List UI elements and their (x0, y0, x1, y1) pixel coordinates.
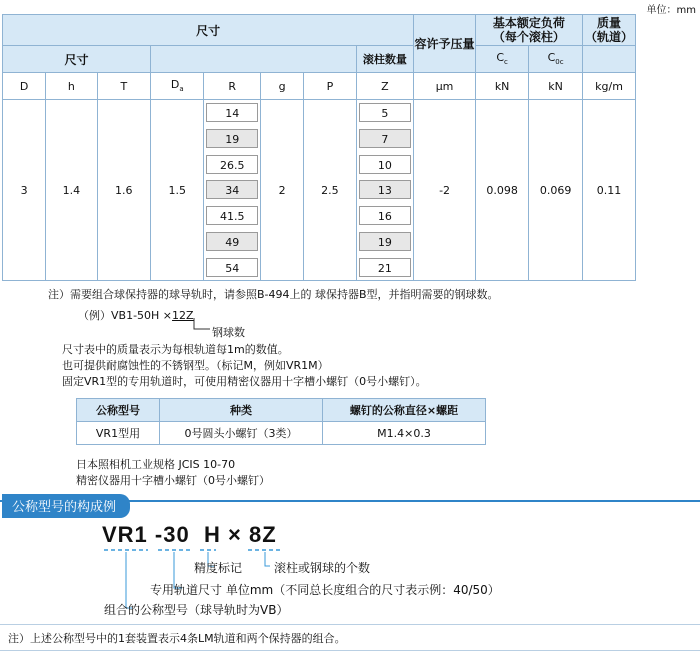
example-line: （例）VB1-50H ×12Z (78, 309, 194, 322)
screw-model: VR1型用 (77, 422, 160, 445)
unit-c0c: kN (529, 73, 582, 100)
value-D: 3 (3, 100, 46, 281)
value-cc: 0.098 (475, 100, 528, 281)
z-value: 13 (359, 180, 411, 199)
value-preload: -2 (414, 100, 476, 281)
col-D: D (3, 73, 46, 100)
unit-preload: μm (414, 73, 476, 100)
pn-vr1: VR1 (102, 522, 148, 547)
unit-cc: kN (475, 73, 528, 100)
pn-count: 8Z (248, 522, 277, 547)
header-mass: 质量 （轨道） (582, 15, 635, 46)
header-cc: $C_c$ (475, 46, 528, 73)
value-R-list (204, 100, 261, 281)
value-P: 2.5 (304, 100, 356, 281)
r-value: 54 (206, 258, 258, 277)
r-value: 19 (206, 129, 258, 148)
label-precision: 精度标记 (194, 561, 243, 575)
header-load-rating: 基本额定负荷 （每个滚柱） (475, 15, 582, 46)
example-label: 钢球数 (212, 326, 245, 339)
z-value: 10 (359, 155, 411, 174)
value-h: 1.4 (46, 100, 97, 281)
note-mass: 尺寸表中的质量表示为每根轨道每1m的数值。 (62, 343, 289, 356)
note-ball-cage: 注）需要组合球保持器的球导轨时，请参照B-494上的 球保持器B型，并指明需要的钢球数。 (48, 288, 499, 301)
col-T: T (97, 73, 150, 100)
standard-screw: 精密仪器用十字槽小螺钉（0号小螺钉） (76, 474, 270, 487)
z-value: 19 (359, 232, 411, 251)
col-R: R (204, 73, 261, 100)
r-value: 34 (206, 180, 258, 199)
col-g: g (261, 73, 304, 100)
col-P: P (304, 73, 356, 100)
header-sub-dimensions: 尺寸 (3, 46, 151, 73)
header-blank (151, 46, 357, 73)
value-c0c: 0.069 (529, 100, 582, 281)
value-Da: 1.5 (151, 100, 204, 281)
example-z: 12Z (172, 309, 194, 322)
note-screw: 固定VR1型的专用轨道时，可使用精密仪器用十字槽小螺钉（0号小螺钉）。 (62, 375, 427, 388)
header-roller-count: 滚柱数量 (356, 46, 414, 73)
z-value: 21 (359, 258, 411, 277)
header-mass-blank (582, 46, 635, 73)
footer-divider-bottom (0, 650, 700, 651)
r-value: 49 (206, 232, 258, 251)
note-stainless: 也可提供耐腐蚀性的不锈钢型。（标记M，例如VR1M） (62, 359, 329, 372)
z-value: 16 (359, 206, 411, 225)
col-h: h (46, 73, 97, 100)
screw-diameter: M1.4×0.3 (323, 422, 486, 445)
pn-length: -30 (154, 522, 190, 547)
label-model: 组合的公称型号（球导轨时为VB） (104, 603, 289, 617)
section-title: 公称型号的构成例 (2, 494, 130, 518)
unit-mass: kg/m (582, 73, 635, 100)
part-number (102, 522, 277, 548)
r-value: 41.5 (206, 206, 258, 225)
unit-note: 单位：mm (646, 5, 696, 16)
footer-note: 注）上述公称型号中的1套装置表示4条LM轨道和两个保持器的组合。 (8, 632, 346, 645)
screw-header-model: 公称型号 (77, 399, 160, 422)
pn-precision: H (203, 522, 221, 547)
screw-header-diameter: 螺钉的公称直径×螺距 (323, 399, 486, 422)
example-leader (180, 318, 210, 334)
value-mass: 0.11 (582, 100, 635, 281)
pn-times: × (227, 522, 242, 547)
footer-divider (0, 624, 700, 625)
r-value: 26.5 (206, 155, 258, 174)
header-dimensions: 尺寸 (3, 15, 414, 46)
col-Z: Z (356, 73, 414, 100)
screw-type: 0号圆头小螺钉（3类） (160, 422, 323, 445)
label-length: 专用轨道尺寸 单位mm（不同总长度组合的尺寸表示例：40/50） (150, 583, 500, 597)
col-Da: $D_a$ (151, 73, 204, 100)
header-preload: 容许予压量 (414, 15, 476, 73)
screw-table (76, 398, 486, 445)
header-c0c: $C_{0c}$ (529, 46, 582, 73)
standard-jcis: 日本照相机工业规格 JCIS 10-70 (76, 458, 236, 471)
value-Z-list (356, 100, 414, 281)
label-count: 滚柱或钢球的个数 (274, 561, 371, 575)
value-g: 2 (261, 100, 304, 281)
screw-header-type: 种类 (160, 399, 323, 422)
spec-table (2, 14, 696, 281)
value-T: 1.6 (97, 100, 150, 281)
z-value: 7 (359, 129, 411, 148)
r-value: 14 (206, 103, 258, 122)
z-value: 5 (359, 103, 411, 122)
